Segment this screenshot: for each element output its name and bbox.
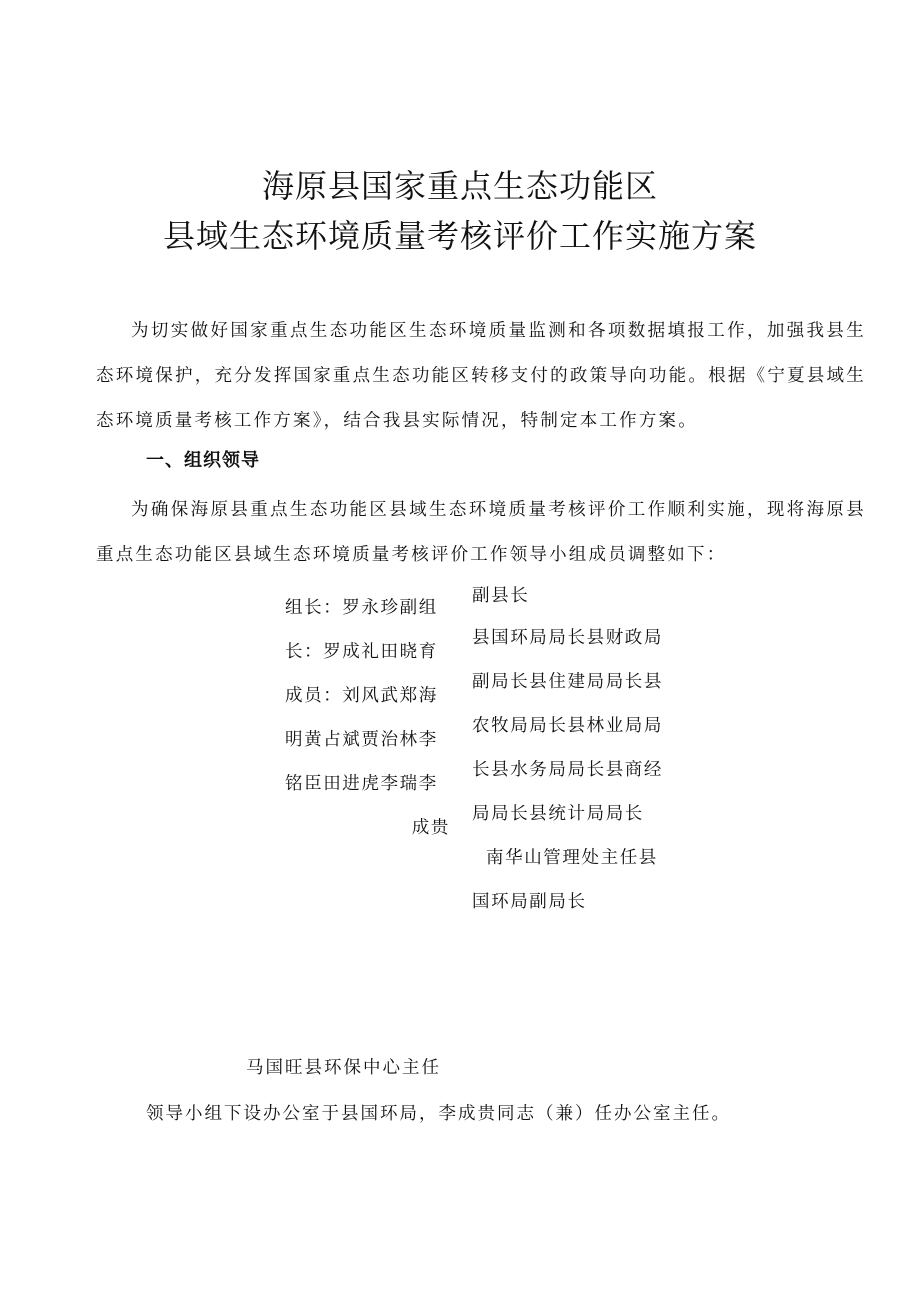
document-title-line-2: 县域生态环境质量考核评价工作实施方案	[162, 217, 757, 255]
member-title-line: 南华山管理处主任县	[486, 848, 658, 868]
member-title-line: 副县长	[472, 586, 530, 606]
member-names-line: 铭臣田进虎李瑞李	[285, 774, 438, 794]
member-names-column	[285, 586, 450, 850]
member-title-line: 长县水务局局长县商经	[472, 760, 663, 780]
member-names-line: 组长：罗永珍副组	[285, 598, 438, 618]
member-title-line: 农牧局局长县林业局局	[472, 716, 663, 736]
member-title-line: 局局长县统计局局长	[472, 804, 644, 824]
member-title-line: 副局长县住建局局长县	[472, 672, 663, 692]
section-heading-organization: 一、组织领导	[146, 450, 260, 471]
member-names-line: 成贵	[411, 818, 450, 838]
intro-paragraph: 为切实做好国家重点生态功能区生态环境质量监测和各项数据填报工作，加强我县生态环境保护，充分发挥国家重点生态功能区转移支付的政策导向功能。根据《宁夏县域生态环境质量考核工作方案》，结合我县实际情况，特制定本工作方案。	[96, 321, 866, 431]
document-title-line-1: 海原县国家重点生态功能区	[261, 167, 658, 205]
office-statement: 领导小组下设办公室于县国环局，李成贵同志（兼）任办公室主任。	[146, 1104, 731, 1124]
section1-paragraph: 为确保海原县重点生态功能区县域生态环境质量考核评价工作顺利实施，现将海原县重点生态功能区县域生态环境质量考核评价工作领导小组成员调整如下：	[96, 500, 866, 565]
member-names-line: 长：罗成礼田晓育	[285, 642, 438, 662]
member-extra-line: 马国旺县环保中心主任	[246, 1058, 441, 1078]
member-title-line: 县国环局局长县财政局	[472, 628, 663, 648]
member-names-line: 明黄占斌贾治林李	[285, 730, 438, 750]
member-title-line: 国环局副局长	[472, 892, 587, 912]
member-names-line: 成员：刘风武郑海	[285, 686, 438, 706]
